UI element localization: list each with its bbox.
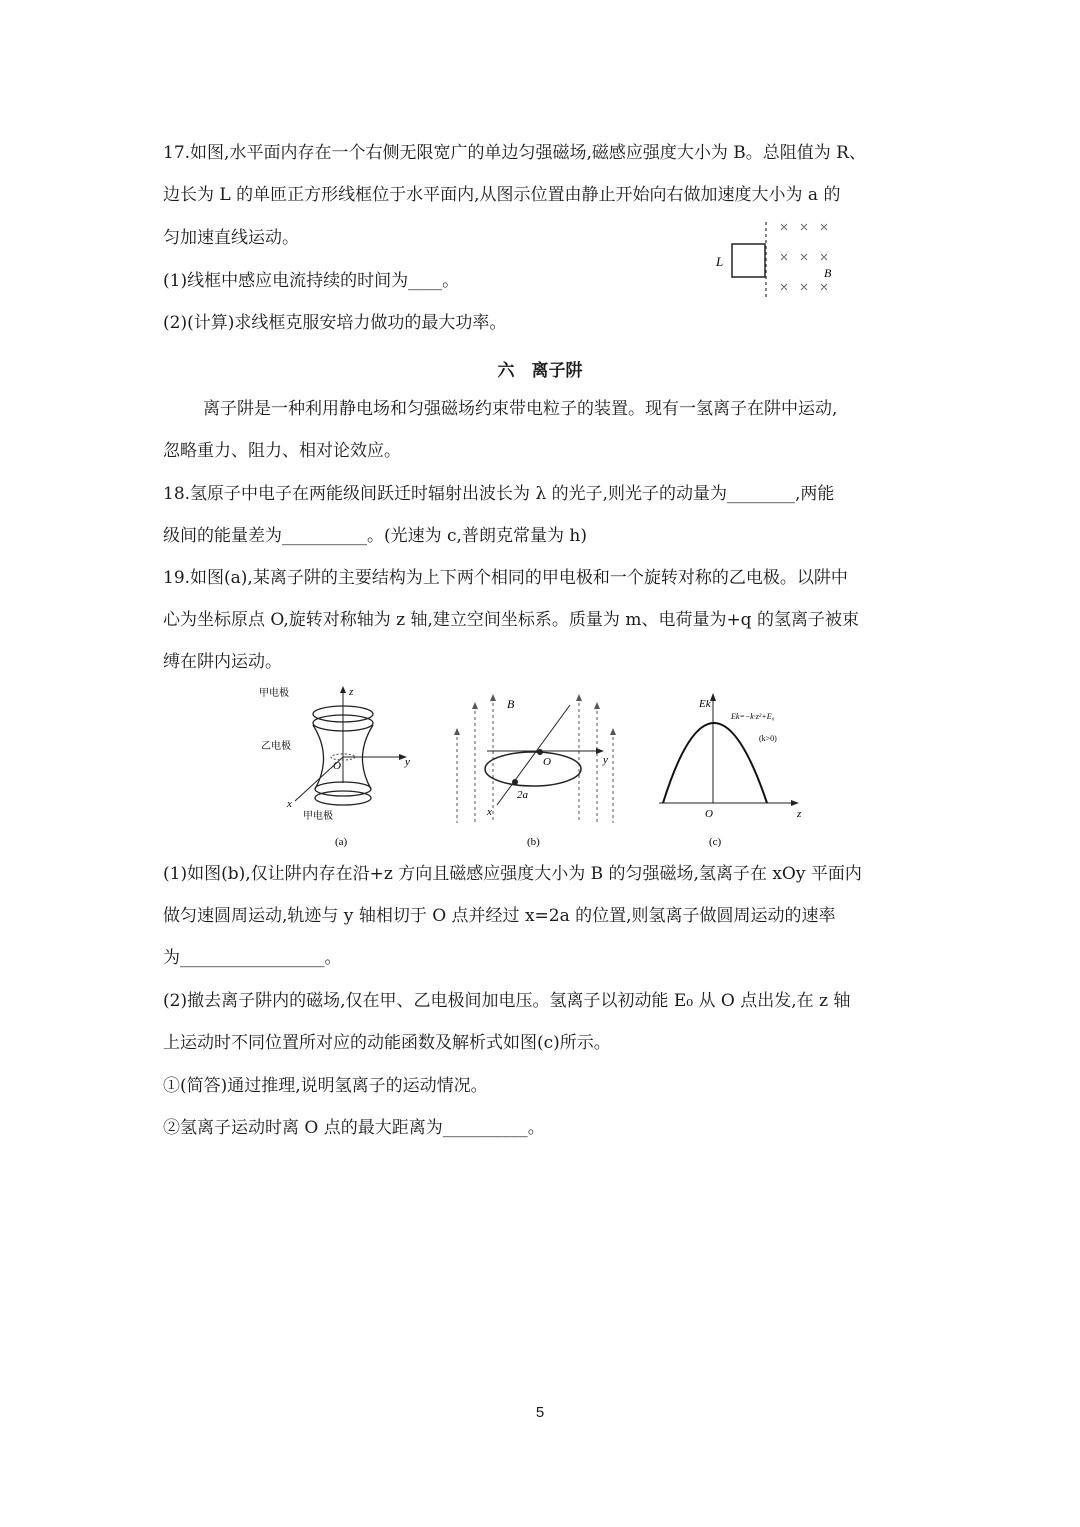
field-crosses (781, 224, 827, 290)
z-arrow-icon (340, 686, 346, 693)
q18-line-1: 18.氢原子中电子在两能级间跃迁时辐射出波长为 λ 的光子,则光子的动量为________,两能 (163, 484, 835, 504)
label-jia-bottom: 甲电极 (303, 811, 333, 822)
label-x: x (287, 798, 292, 810)
figure-b (445, 683, 625, 853)
section-title: 六 离子阱 (497, 361, 583, 381)
q19-line-3: 缚在阱内运动。 (163, 652, 282, 672)
caption-c: (c) (709, 836, 722, 848)
label-yi: 乙电极 (261, 741, 291, 752)
q19-p2-line-2: 上运动时不同位置所对应的动能函数及解析式如图(c)所示。 (163, 1033, 611, 1053)
label-x: x (487, 806, 492, 818)
formula: Ek=−k·z²+E₀ (731, 712, 775, 721)
label-o: O (543, 756, 551, 768)
z-arrow-icon (791, 800, 799, 806)
q18-line-2: 级间的能量差为__________。(光速为 c,普朗克常量为 h) (163, 526, 587, 546)
condition: (k>0) (759, 734, 777, 743)
figure-c (655, 683, 815, 853)
label-y: y (603, 754, 608, 766)
square-loop (732, 244, 765, 277)
ek-parabola (663, 723, 767, 803)
label-2a: 2a (517, 789, 528, 801)
label-o: O (705, 808, 713, 820)
bottom-electrode (315, 791, 371, 805)
q19-line-2: 心为坐标原点 O,旋转对称轴为 z 轴,建立空间坐标系。质量为 m、电荷量为+q 的氢离子被束 (163, 610, 859, 630)
caption-a: (a) (335, 836, 348, 848)
circular-orbit (485, 752, 581, 786)
label-z: z (349, 686, 354, 698)
point-o (537, 749, 543, 755)
q19-p2-line-1: (2)撤去离子阱内的磁场,仅在甲、乙电极间加电压。氢离子以初动能 E₀ 从 O 点出发,在 z 轴 (163, 991, 851, 1011)
label-jia-top: 甲电极 (259, 688, 289, 699)
q17-sub-2: (2)(计算)求线框克服安培力做功的最大功率。 (163, 313, 507, 333)
q17-line-2: 边长为 L 的单匝正方形线框位于水平面内,从图示位置由静止开始向右做加速度大小为 a 的 (163, 185, 841, 205)
label-o: O (333, 760, 341, 772)
intro-line-1: 离子阱是一种利用静电场和匀强磁场约束带电粒子的装置。现有一氢离子在阱中运动, (203, 399, 838, 419)
q17-field-figure (708, 218, 848, 303)
q19-p1-line-2: 做匀速圆周运动,轨迹与 y 轴相切于 O 点并经过 x=2a 的位置,则氢离子做圆周运动的速率 (163, 906, 836, 926)
label-ek: Ek (699, 698, 711, 710)
field-lines (457, 697, 613, 823)
q19-p1-line-3: 为_________________。 (163, 948, 342, 968)
label-L: L (716, 254, 724, 269)
q19-p1-line-1: (1)如图(b),仅让阱内存在沿+z 方向且磁感应强度大小为 B 的匀强磁场,氢离子在 xOy 平面内 (163, 864, 862, 884)
q17-sub-1: (1)线框中感应电流持续的时间为____。 (163, 271, 460, 291)
page-number: 5 (535, 1404, 545, 1421)
intro-line-2: 忽略重力、阻力、相对论效应。 (163, 441, 401, 461)
q19-p2-a: ①(简答)通过推理,说明氢离子的运动情况。 (163, 1076, 488, 1096)
label-B: B (824, 266, 832, 280)
q17-line-1: 17.如图,水平面内存在一个右侧无限宽广的单边匀强磁场,磁感应强度大小为 B。总阻值为 R、 (163, 143, 866, 163)
q17-line-3: 匀加速直线运动。 (163, 228, 299, 248)
figure-a (255, 683, 430, 853)
field-arrow-icons (454, 694, 616, 735)
bottom-ring (315, 782, 371, 796)
q19-line-1: 19.如图(a),某离子阱的主要结构为上下两个相同的甲电极和一个旋转对称的乙电极。以阱中 (163, 568, 848, 588)
label-B: B (507, 697, 515, 711)
label-z: z (797, 808, 802, 820)
point-2a (512, 779, 518, 785)
ek-arrow-icon (710, 693, 716, 701)
caption-b: (b) (527, 836, 540, 848)
q19-p2-b: ②氢离子运动时离 O 点的最大距离为__________。 (163, 1118, 545, 1138)
label-y: y (405, 756, 410, 768)
